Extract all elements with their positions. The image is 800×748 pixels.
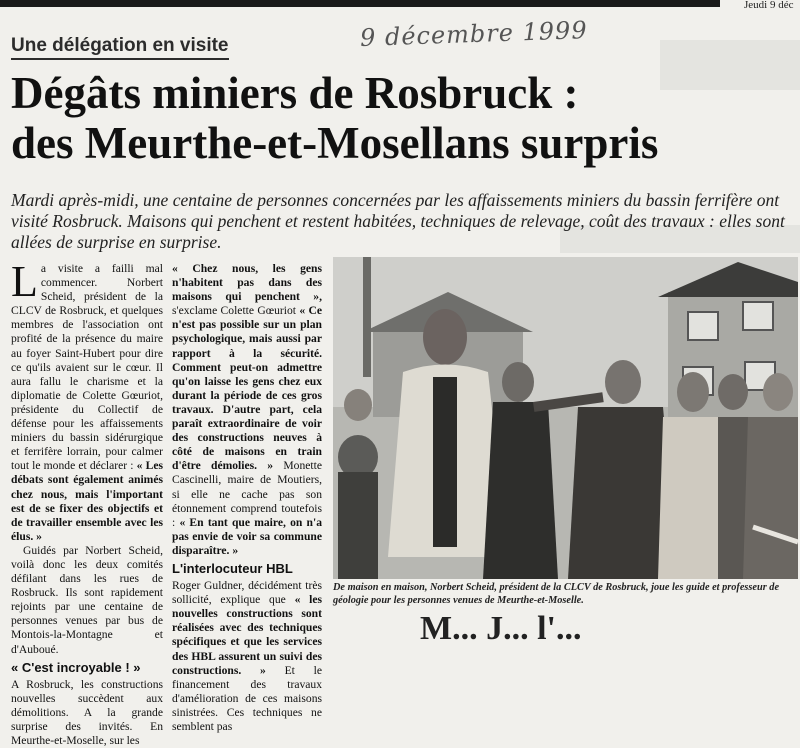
section-subhead: L'interlocuteur HBL	[172, 560, 293, 576]
paragraph: A Rosbruck, les constructions nouvelles succèdent aux démolitions. A la grande surprise des invités. En Meurthe-et-Moselle, sur les	[11, 677, 163, 748]
page-date: Jeudi 9 déc	[744, 0, 794, 11]
quote-text: « Chez nous, les gens n'habitent pas dans des maisons qui penchent »,	[172, 262, 322, 304]
paragraph-text: Monette Cascinelli, maire de Moutiers, si elle ne cache pas son étonnement comprend toutefois :	[172, 459, 322, 529]
photo-illustration	[333, 257, 798, 579]
section-subhead: « C'est incroyable ! »	[11, 659, 141, 675]
quote-text: « Ce n'est pas possible sur un plan psychologique, mais aussi par rapport à la sécurité. Comment peut-on admettre qu'on laisse les gens chez eux durant la période de ces gros travaux. D'autre part, cela paraît extraordinaire de voir des constructions neuves à côté de maisons en train d'être démolies. »	[172, 304, 322, 473]
body-column-1	[11, 257, 163, 748]
headline-line-1: Dégâts miniers de Rosbruck :	[11, 68, 579, 118]
photo-caption: De maison en maison, Norbert Scheid, président de la CLCV de Rosbruck, joue les guide et professeur de géologie pour les personnes venues de Meurthe-et-Moselle.	[333, 582, 780, 606]
drop-cap: L	[11, 257, 38, 306]
paragraph	[172, 579, 322, 734]
paragraph: Guidés par Norbert Scheid, voilà donc les deux comités défilant dans les rues de Rosbruck. Ils sont rapidement rejoints par une centaine de personnes venues par bus de Montois-la-Montagne et d'Auboué.	[11, 543, 163, 656]
handwritten-date: 9 décembre 1999	[359, 16, 589, 52]
article-kicker: Une délégation en visite	[11, 35, 229, 60]
paragraph-text: a visite a failli mal commencer. Norbert Scheid, président de la CLCV de Rosbruck, et quelques membres de l'association ont profité de la présence du maire au foyer Saint-Hubert pour dire ce qu'ils avaient sur le cœur. Il aura fallu le charisme et la diplomatie de Colette Gœuriot, présidente du Collectif de défense pour les affaissements miniers du bassin sidérurgique et ferrifère lorrain, pour calmer tout le monde et déclarer :	[11, 262, 163, 473]
paragraph-text: s'exclame Colette Gœuriot	[172, 304, 297, 318]
next-article-headline-fragment: M... J... l'...	[420, 610, 582, 647]
article-lede: Mardi après-midi, une centaine de personnes concernées par les affaissements miniers du bassin ferrifère ont visité Rosbruck. Maisons qui penchent et restent habitées, techniques de relevage, coût des travaux : elles sont allées de surprise en surprise.	[11, 190, 785, 252]
body-column-2	[172, 262, 322, 734]
paragraph-text: Et le financement des travaux d'amélioration de ces maisons sinistrées. Ces techniques ne semblent pas	[172, 663, 322, 733]
quote-text: « les nouvelles constructions sont réalisées avec des techniques spécifiques et que les services des HBL assurent un suivi des constructions. »	[172, 593, 322, 677]
news-photo	[333, 257, 798, 579]
paragraph	[11, 257, 163, 544]
paragraph-text: Roger Guldner, décidément très sollicité, explique que	[172, 579, 322, 607]
quote-text: « En tant que maire, on n'a pas envie de voir sa commune disparaître. »	[172, 515, 322, 557]
headline-line-2: des Meurthe-et-Mosellans surpris	[11, 118, 659, 168]
masthead-rule	[0, 0, 720, 7]
quote-text: « Les débats sont également animés chez nous, mais l'important est de se fixer des objectifs et de travailler ensemble avec les élus. »	[11, 459, 163, 543]
headline	[11, 68, 791, 168]
paragraph	[172, 262, 322, 558]
